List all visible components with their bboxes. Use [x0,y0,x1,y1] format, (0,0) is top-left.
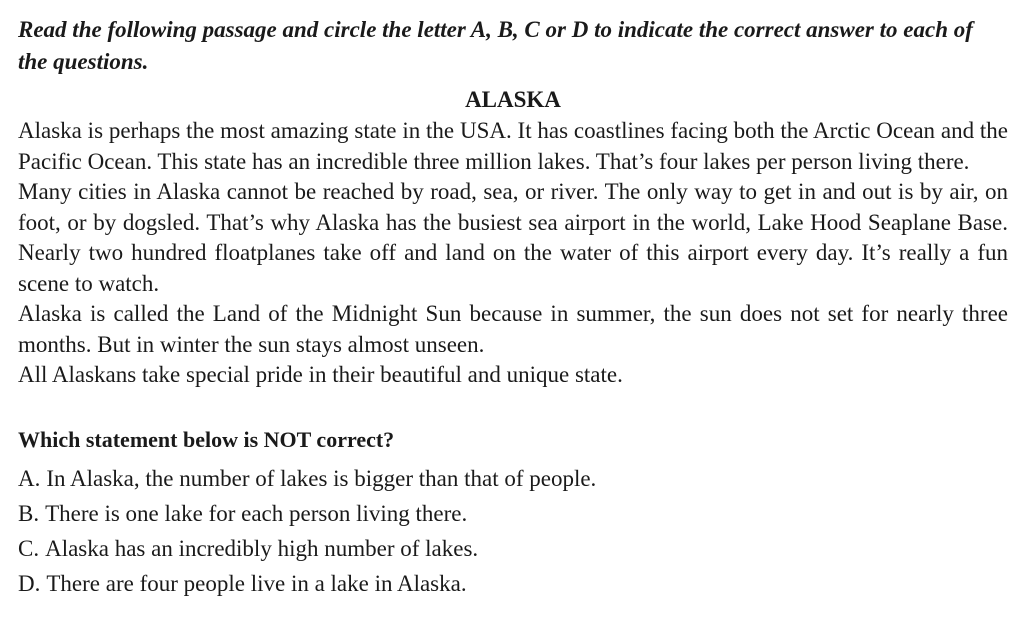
instruction-text: Read the following passage and circle the letter A, B, C or D to indicate the correct answer to each of the questions. [18,17,973,74]
option-d[interactable] [18,566,1008,601]
option-c[interactable] [18,531,1008,566]
option-text: In Alaska, the number of lakes is bigger than that of people. [46,465,597,491]
passage-paragraph-3: Alaska is called the Land of the Midnight Sun because in summer, the sun does not set for nearly three months. But in winter the sun stays almost unseen. [18,301,1008,357]
option-b[interactable] [18,496,1008,531]
passage-title: ALASKA [465,87,561,112]
option-text: There is one lake for each person living there. [45,500,468,526]
option-a[interactable] [18,461,1008,496]
option-letter: C. [18,535,40,561]
option-text: There are four people live in a lake in Alaska. [46,570,467,596]
question-prompt: Which statement below is NOT correct? [18,426,395,452]
option-text: Alaska has an incredibly high number of lakes. [45,535,479,561]
option-letter: A. [18,465,41,491]
answer-options [18,461,1008,601]
worksheet [18,14,1008,601]
passage-paragraph-1: Alaska is perhaps the most amazing state in the USA. It has coastlines facing both the Arctic Ocean and the Pacific Ocean. This state has an incredible three million lakes. That’s four lakes per person living there. [18,118,1008,174]
passage-paragraph-2: Many cities in Alaska cannot be reached by road, sea, or river. The only way to get in and out is by air, on foot, or by dogsled. That’s why Alaska has the busiest sea airport in the world, Lake Hood Seaplane Base. Nearly two hundred floatplanes take off and land on the water of this airport every day. It’s really a fun scene to watch. [18,179,1008,296]
option-letter: B. [18,500,40,526]
option-letter: D. [18,570,41,596]
passage-paragraph-4: All Alaskans take special pride in their beautiful and unique state. [18,362,623,387]
